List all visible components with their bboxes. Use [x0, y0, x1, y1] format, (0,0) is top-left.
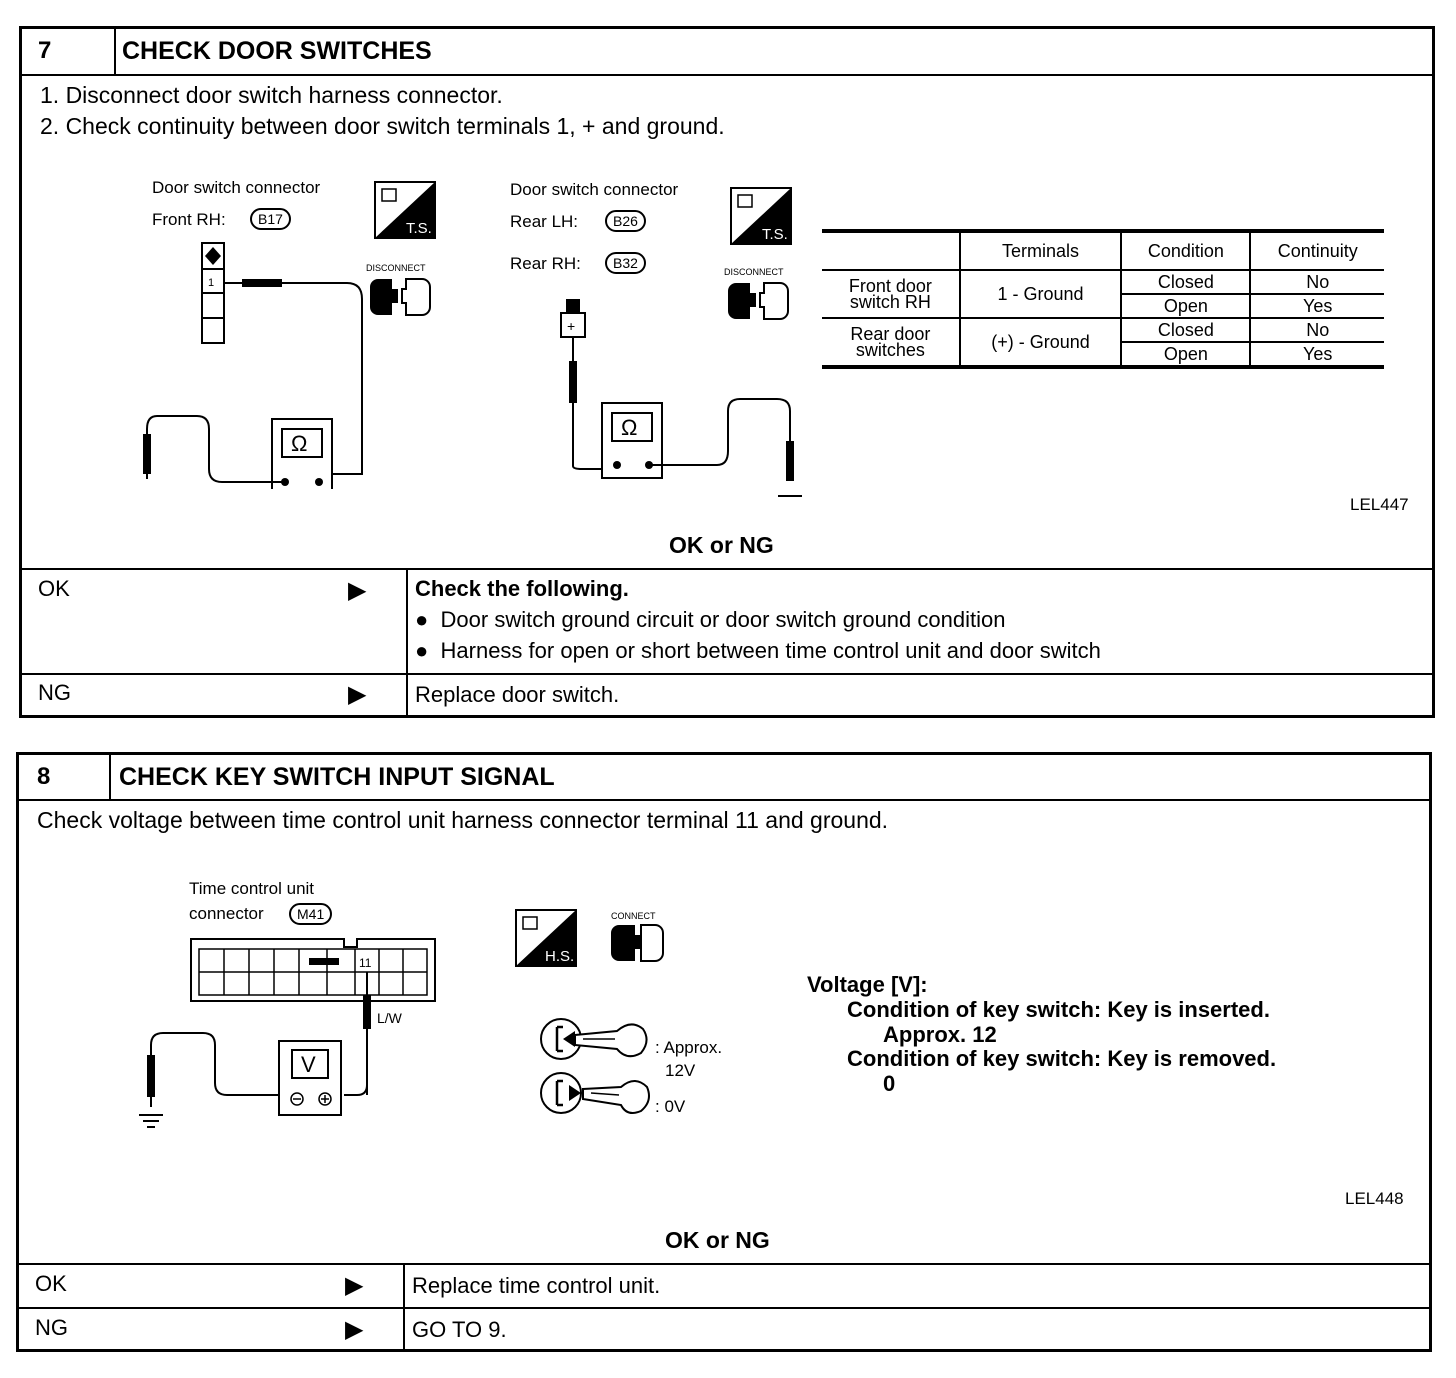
connect-label: CONNECT — [611, 911, 656, 921]
hs-icon — [515, 909, 577, 967]
voltage-condition-2: Condition of key switch: Key is removed. — [847, 1046, 1277, 1071]
ts-label-2: T.S. — [762, 226, 788, 243]
voltage-value-1: Approx. 12 — [883, 1022, 997, 1047]
ok-or-ng-heading: OK or NG — [665, 1227, 770, 1253]
key-inserted-icon — [535, 1013, 655, 1069]
step-number: 8 — [19, 755, 111, 799]
result-label: OK — [35, 1271, 67, 1296]
rear-lh-label: Rear LH: — [510, 212, 579, 231]
table-row — [822, 318, 1384, 342]
ok-or-ng-heading: OK or NG — [669, 532, 774, 558]
disconnect-label-2: DISCONNECT — [724, 267, 784, 277]
voltage-heading: Voltage [V]: — [807, 972, 928, 997]
group-name: Front door switch RH — [822, 270, 960, 318]
arrow-icon: ▶ — [345, 1316, 364, 1343]
group-terminals: (+) - Ground — [960, 318, 1121, 367]
result-row-ok — [19, 1263, 1429, 1307]
volt-symbol: V — [301, 1052, 316, 1077]
continuity-cell: Yes — [1250, 342, 1384, 367]
left-connector-caption: Door switch connector — [152, 178, 321, 197]
bullet-item: ● Harness for open or short between time control unit and door switch — [415, 638, 1101, 663]
step-7-header — [22, 29, 1432, 76]
key-removed-icon — [535, 1067, 655, 1127]
ts-icon-2 — [730, 187, 792, 245]
front-door-switch-diagram — [102, 179, 402, 489]
result-label: OK — [38, 576, 70, 601]
key-inserted-line2: 12V — [665, 1061, 696, 1080]
figure-id: LEL448 — [1345, 1189, 1404, 1208]
instruction: Check voltage between time control unit harness connector terminal 11 and ground. — [37, 807, 889, 833]
wire-color-label: L/W — [377, 1010, 402, 1026]
connect-icon — [605, 909, 675, 973]
connector-code-b32: B32 — [605, 252, 646, 274]
result-text: GO TO 9. — [412, 1317, 507, 1342]
connector-code-m41: M41 — [289, 903, 332, 925]
step-8-box — [16, 752, 1432, 1352]
condition-cell: Open — [1121, 342, 1250, 367]
voltage-condition-1: Condition of key switch: Key is inserted. — [847, 997, 1270, 1022]
table-row — [822, 270, 1384, 294]
result-row-ng — [22, 673, 1432, 715]
connector-code-b26: B26 — [605, 210, 646, 232]
group-name: Rear door switches — [822, 318, 960, 367]
front-rh-label: Front RH: — [152, 210, 226, 229]
result-heading: Check the following. — [415, 576, 629, 601]
disconnect-icon — [364, 261, 442, 327]
bullet-item: ● Door switch ground circuit or door switch ground condition — [415, 607, 1006, 632]
result-row-ng — [19, 1307, 1429, 1349]
result-text: Replace door switch. — [415, 682, 620, 707]
result-text: Replace time control unit. — [412, 1273, 661, 1298]
rear-rh-label: Rear RH: — [510, 254, 581, 273]
continuity-table — [822, 229, 1384, 369]
hs-label: H.S. — [545, 948, 575, 965]
table-header: Condition — [1121, 231, 1250, 270]
tcu-caption-line1: Time control unit — [189, 879, 315, 898]
result-label: NG — [38, 680, 71, 705]
pin-11-label: 11 — [359, 956, 372, 970]
ts-label: T.S. — [406, 220, 432, 237]
step-7-box — [19, 26, 1435, 718]
figure-id: LEL447 — [1350, 495, 1409, 514]
ohm-symbol-2: Ω — [621, 415, 638, 440]
connector-code-b17: B17 — [250, 208, 291, 230]
ts-icon — [374, 181, 436, 239]
step-8-header — [19, 755, 1429, 801]
condition-cell: Open — [1121, 294, 1250, 318]
group-terminals: 1 - Ground — [960, 270, 1121, 318]
continuity-cell: No — [1250, 270, 1384, 294]
result-divider — [406, 570, 408, 673]
tcu-caption-line2: connector — [189, 904, 264, 923]
table-header-row — [822, 231, 1384, 270]
table-header: Continuity — [1250, 231, 1384, 270]
pin-plus-label: + — [567, 318, 576, 334]
step-title: CHECK DOOR SWITCHES — [122, 37, 432, 65]
instruction-step-2: 2. Check continuity between door switch terminals 1, + and ground. — [40, 113, 725, 139]
continuity-cell: No — [1250, 318, 1384, 342]
continuity-cell: Yes — [1250, 294, 1384, 318]
arrow-icon: ▶ — [348, 577, 367, 604]
key-removed-value: : 0V — [655, 1097, 686, 1116]
step-title: CHECK KEY SWITCH INPUT SIGNAL — [119, 763, 555, 791]
voltage-value-2: 0 — [883, 1071, 896, 1096]
condition-cell: Closed — [1121, 270, 1250, 294]
table-header-blank — [822, 231, 960, 270]
result-divider — [403, 1309, 405, 1349]
condition-cell: Closed — [1121, 318, 1250, 342]
result-divider — [403, 1265, 405, 1307]
result-row-ok — [22, 568, 1432, 673]
arrow-icon: ▶ — [345, 1272, 364, 1299]
pin-1-label: 1 — [208, 277, 215, 289]
step-number: 7 — [22, 29, 116, 74]
table-header: Terminals — [960, 231, 1121, 270]
result-label: NG — [35, 1315, 68, 1340]
result-divider — [406, 675, 408, 715]
disconnect-label: DISCONNECT — [366, 263, 426, 273]
ohm-symbol: Ω — [291, 431, 308, 456]
mid-connector-caption: Door switch connector — [510, 180, 679, 199]
arrow-icon: ▶ — [348, 681, 367, 708]
disconnect-icon-2 — [722, 265, 800, 331]
tcu-connector-diagram — [129, 935, 459, 1145]
key-inserted-line1: : Approx. — [655, 1038, 723, 1057]
instruction-step-1: 1. Disconnect door switch harness connector. — [40, 82, 503, 108]
